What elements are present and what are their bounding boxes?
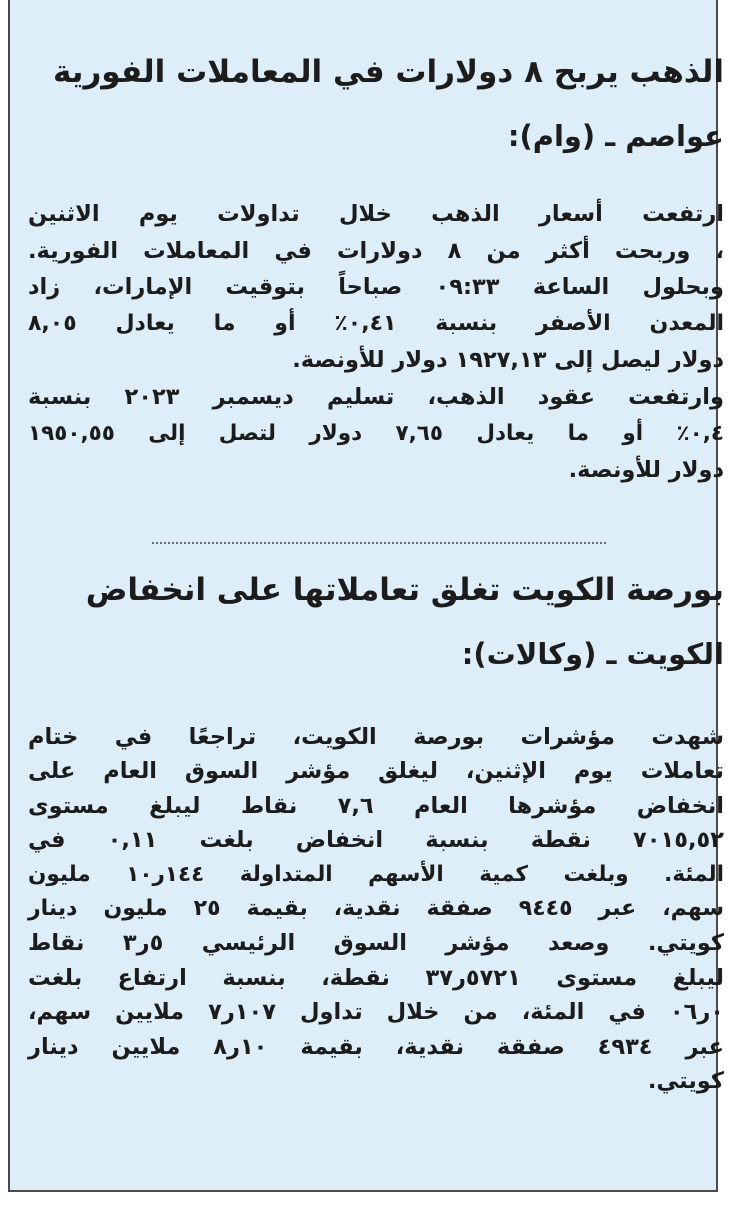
body-line: كويتي. [647,1068,724,1095]
article-kuwait-body [28,720,724,1098]
article-dateline: الكويت ـ (وكالات): [461,637,724,671]
body-line: المعدن الأصفر بنسبة ٠,٤١٪ أو ما يعادل ٨,٠٥ [28,310,724,336]
body-line: ٠,٤٪ أو ما يعادل ٧,٦٥ دولار لتصل إلى ١٩٥٠,٥٥ [28,420,724,446]
article-gold-body [28,196,724,489]
article-paragraph [28,720,724,1098]
article-headline: الذهب يربح ٨ دولارات في المعاملات الفورية [53,54,724,90]
body-line: وارتفعت عقود الذهب، تسليم ديسمبر ٢٠٢٣ بنسبة [28,383,724,410]
article-headline: بورصة الكويت تغلق تعاملاتها على انخفاض [85,572,724,608]
body-line: ليبلغ مستوى ٥٧٢١ر٣٧ نقطة، بنسبة ارتفاع بلغت [28,964,724,991]
body-line: ، وربحت أكثر من ٨ دولارات في المعاملات الفورية. [28,237,724,264]
article-dateline: عواصم ـ (وام): [507,119,724,153]
body-line: عبر ٤٩٣٤ صفقة نقدية، بقيمة ١٠ر٨ ملايين دينار [28,1033,724,1060]
body-line: سهم، عبر ٩٤٤٥ صفقة نقدية، بقيمة ٢٥ مليون دينار [28,896,724,922]
body-line: وبحلول الساعة ٠٩:٣٣ صباحاً بتوقيت الإمارات، زاد [28,274,724,301]
body-line: دولار للأونصة. [568,457,724,484]
body-line: تعاملات يوم الإثنين، ليغلق مؤشر السوق العام على [28,758,724,785]
article-kuwait-headline-wrap [28,568,724,612]
article-gold-dateline-wrap [28,116,724,156]
article-kuwait-dateline-wrap [28,634,724,674]
body-line: كويتي. وصعد مؤشر السوق الرئيسي ٥ر٣ نقاط [28,930,724,957]
body-line: المئة. وبلغت كمية الأسهم المتداولة ١٤٤ر١٠ مليون [28,861,724,887]
article-paragraph [28,196,724,489]
body-line: انخفاض مؤشرها العام ٧,٦ نقاط ليبلغ مستوى [28,792,724,819]
body-line: شهدت مؤشرات بورصة الكويت، تراجعًا في ختام [28,724,724,750]
body-line: ٧٠١٥,٥٢ نقطة بنسبة انخفاض بلغت ٠,١١ في [28,827,724,854]
body-line: ارتفعت أسعار الذهب خلال تداولات يوم الاثنين [28,201,724,227]
article-divider [152,542,606,544]
body-line: ٠ر٠٦ في المئة، من خلال تداول ١٠٧ر٧ ملايين سهم، [28,999,724,1026]
article-gold-headline-wrap [28,50,724,94]
body-line: دولار ليصل إلى ١٩٢٧,١٣ دولار للأونصة. [292,347,724,374]
